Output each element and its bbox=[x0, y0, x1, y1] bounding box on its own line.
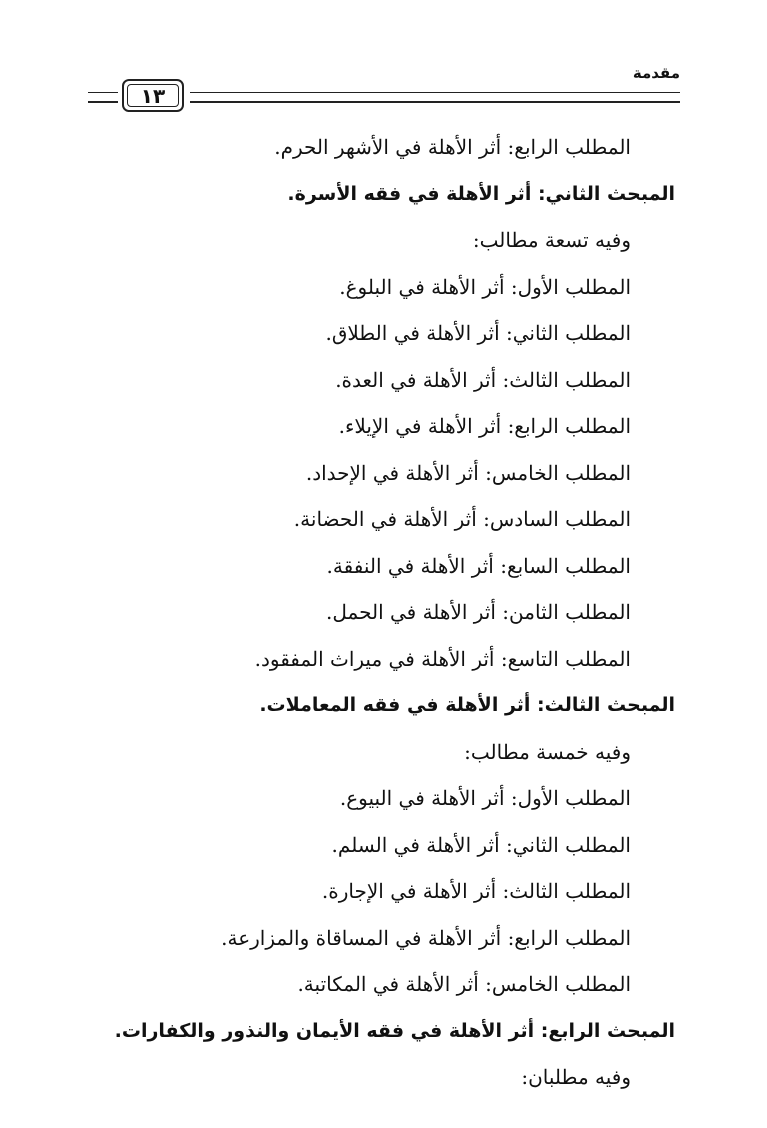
toc-intro: وفيه خمسة مطالب: bbox=[464, 739, 631, 764]
toc-item: المطلب الثامن: أثر الأهلة في الحمل. bbox=[326, 600, 631, 624]
toc-item: المطلب الثالث: أثر الأهلة في الإجارة. bbox=[321, 879, 631, 903]
toc-item: المطلب الرابع: أثر الأهلة في الإيلاء. bbox=[338, 414, 631, 438]
toc-item: المطلب الثالث: أثر الأهلة في العدة. bbox=[335, 367, 631, 392]
toc-item: المطلب الرابع: أثر الأهلة في المساقاة والمزارعة. bbox=[221, 925, 631, 950]
toc-item: المطلب الأول: أثر الأهلة في البيوع. bbox=[339, 786, 631, 810]
toc-item: المطلب الخامس: أثر الأهلة في المكاتبة. bbox=[297, 972, 631, 996]
toc-item: المطلب الخامس: أثر الأهلة في الإحداد. bbox=[305, 460, 631, 485]
toc-item: المطلب السابع: أثر الأهلة في النفقة. bbox=[326, 553, 631, 578]
toc-item: المطلب الثاني: أثر الأهلة في السلم. bbox=[331, 832, 631, 857]
header-rule bbox=[190, 92, 680, 103]
toc-item: المطلب الرابع: أثر الأهلة في الأشهر الحرم. bbox=[274, 135, 631, 159]
toc-item: المطلب الأول: أثر الأهلة في البلوغ. bbox=[339, 274, 631, 299]
header-rule-short bbox=[88, 92, 118, 103]
toc-item: المطلب الثاني: أثر الأهلة في الطلاق. bbox=[325, 321, 631, 345]
table-of-contents bbox=[114, 124, 675, 1101]
page-number-frame bbox=[122, 79, 184, 112]
toc-item: المطلب التاسع: أثر الأهلة في ميراث المفقود. bbox=[254, 646, 631, 671]
page-number: ١٣ bbox=[140, 84, 166, 108]
toc-section-heading: المبحث الثاني: أثر الأهلة في فقه الأسرة. bbox=[287, 182, 675, 205]
toc-intro: وفيه تسعة مطالب: bbox=[472, 228, 631, 252]
running-title: مقدمة bbox=[632, 64, 680, 82]
page-header bbox=[88, 62, 680, 114]
toc-item: المطلب السادس: أثر الأهلة في الحضانة. bbox=[293, 507, 631, 531]
toc-section-heading: المبحث الثالث: أثر الأهلة في فقه المعاملات. bbox=[259, 694, 675, 716]
toc-intro: وفيه مطلبان: bbox=[521, 1065, 631, 1089]
toc-section-heading: المبحث الرابع: أثر الأهلة في فقه الأيمان والنذور والكفارات. bbox=[114, 1019, 675, 1042]
